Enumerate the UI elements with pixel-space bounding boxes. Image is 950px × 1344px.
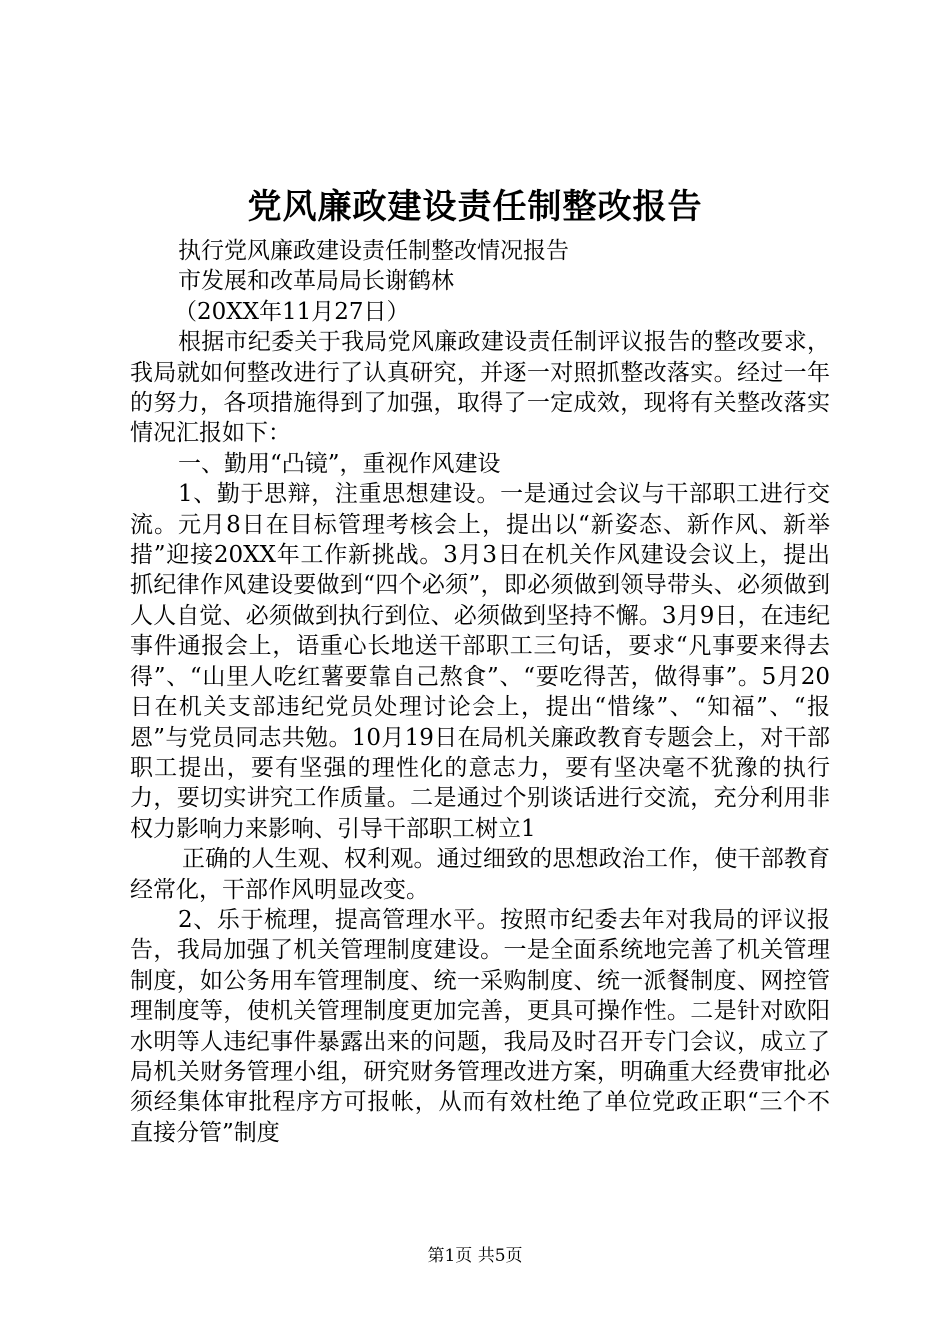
paragraph-item-2: 2、乐于梳理，提高管理水平。按照市纪委去年对我局的评议报告，我局加强了机关管理制度建设。一是全面系统地完善了机关管理制度，如公务用车管理制度、统一采购制度、统一派餐制度、网控管理制度等，使机关管理制度更加完善，更具可操作性。二是针对欧阳水明等人违纪事件暴露出来的问题，我局及时召开专门会议，成立了局机关财务管理小组，研究财务管理改进方案，明确重大经费审批必须经集体审批程序方可报帐，从而有效杜绝了单位党政正职“三个不直接分管”制度	[130, 906, 830, 1146]
paragraph-intro: 根据市纪委关于我局党风廉政建设责任制评议报告的整改要求，我局就如何整改进行了认真研究，并逐一对照抓整改落实。经过一年的努力，各项措施得到了加强，取得了一定成效，现将有关整改落实情况汇报如下：	[130, 329, 830, 447]
document-title: 党风廉政建设责任制整改报告	[247, 187, 703, 227]
section-heading-1: 一、勤用“凸镜”，重视作风建设	[178, 450, 501, 477]
document-author: 市发展和改革局局长谢鹤林	[178, 268, 454, 295]
document-date: （20XX年11月27日）	[174, 298, 410, 325]
document-body	[130, 236, 830, 1148]
paragraph-item-1-continued: 正确的人生观、权利观。通过细致的思想政治工作，使干部教育经常化，干部作风明显改变。	[130, 846, 830, 903]
document-subtitle: 执行党风廉政建设责任制整改情况报告	[178, 238, 569, 264]
paragraph-item-1: 1、勤于思辩，注重思想建设。一是通过会议与干部职工进行交流。元月8日在目标管理考核会上，提出以“新姿态、新作风、新举措”迎接20XX年工作新挑战。3月3日在机关作风建设会议上，提出抓纪律作风建设要做到“四个必须”，即必须做到领导带头、必须做到人人自觉、必须做到执行到位、必须做到坚持不懈。3月9日，在违纪事件通报会上，语重心长地送干部职工三句话，要求“凡事要来得去得”、“山里人吃红薯要靠自己熬食”、“要吃得苦，做得事”。5月20日在机关支部违纪党员处理讨论会上，提出“惜缘”、“知福”、“报恩”与党员同志共勉。10月19日在局机关廉政教育专题会上，对干部职工提出，要有坚强的理性化的意志力，要有坚决毫不犹豫的执行力，要切实讲究工作质量。二是通过个别谈话进行交流，充分利用非权力影响力来影响、引导干部职工树立1	[130, 481, 830, 842]
page-footer: 第1页 共5页	[427, 1246, 523, 1266]
